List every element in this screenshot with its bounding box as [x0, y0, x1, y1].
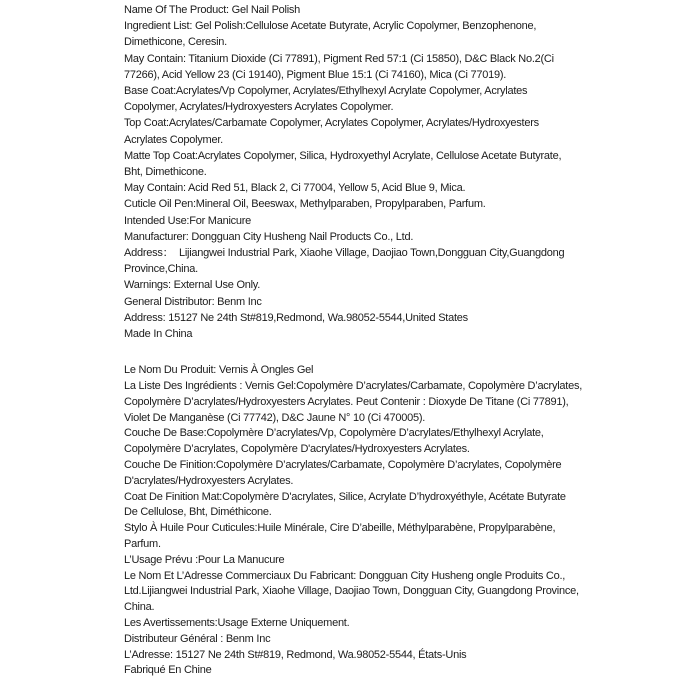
label-text-line: Acrylates Copolymer.	[124, 133, 223, 146]
label-text-line: Manufacturer: Dongguan City Husheng Nail Products Co., Ltd.	[124, 230, 414, 243]
label-text-line: Le Nom Du Produit: Vernis À Ongles Gel	[124, 364, 314, 377]
label-text-line: Coat De Finition Mat:Copolymère D'acrylates, Silice, Acrylate D’hydroxyéthyle, Acétate Butyrate	[124, 490, 566, 503]
label-text-line: Intended Use:For Manicure	[124, 214, 252, 227]
label-text-line: De Cellulose, Bht, Diméthicone.	[124, 506, 272, 519]
label-text-line: Province,China.	[124, 263, 198, 276]
french-label-block	[124, 363, 664, 679]
label-text-line: Violet De Manganèse (Ci 77742), D&C Jaune N° 10 (Ci 470005).	[124, 411, 426, 424]
label-text-line: Address: 15127 Ne 24th St#819,Redmond, Wa.98052-5544,United States	[124, 311, 468, 324]
product-label-document	[124, 2, 664, 679]
label-text-line: Fabriqué En Chine	[124, 664, 212, 677]
label-text-line: Matte Top Coat:Acrylates Copolymer, Silica, Hydroxyethyl Acrylate, Cellulose Acetate Butyrate,	[124, 149, 562, 162]
label-text-line: Couche De Base:Copolymère D’acrylates/Vp, Copolymère D’acrylates/Ethylhexyl Acrylate,	[124, 427, 544, 440]
label-text-line: Ingredient List: Gel Polish:Cellulose Acetate Butyrate, Acrylic Copolymer, Benzophenone,	[124, 20, 537, 33]
label-text-line: 77266), Acid Yellow 23 (Ci 19140), Pigment Blue 15:1 (Ci 74160), Mica (Ci 77019).	[124, 68, 507, 81]
label-text-line: Distributeur Général : Benm Inc	[124, 632, 271, 645]
label-text-line: Copolymère D’acrylates/Hydroxyesters Acrylates. Peut Contenir : Dioxyde De Titane (Ci 77891),	[124, 395, 569, 408]
label-text-line: L’Adresse: 15127 Ne 24th St#819, Redmond, Wa.98052-5544, États-Unis	[124, 648, 467, 661]
label-text-line: Address： Lijiangwei Industrial Park, Xiaohe Village, Daojiao Town,Dongguan City,Guangdong	[124, 247, 565, 260]
label-text-line: May Contain: Titanium Dioxide (Ci 77891), Pigment Red 57:1 (Ci 15850), D&C Black No.2(Ci	[124, 52, 554, 65]
label-text-line: Dimethicone, Ceresin.	[124, 36, 227, 49]
label-text-line: Name Of The Product: Gel Nail Polish	[124, 4, 301, 16]
label-text-line: D'acrylates/Hydroxyesters Acrylates.	[124, 474, 294, 487]
label-text-line: Copolymer, Acrylates/Hydroxyesters Acrylates Copolymer.	[124, 101, 394, 114]
label-text-line: Top Coat:Acrylates/Carbamate Copolymer, Acrylates Copolymer, Acrylates/Hydroxyesters	[124, 117, 539, 130]
label-text-line: Bht, Dimethicone.	[124, 166, 207, 179]
english-label-block	[124, 2, 664, 342]
label-text-line: L’Usage Prévu :Pour La Manucure	[124, 553, 285, 566]
block-gap	[124, 342, 664, 363]
label-text-line: Couche De Finition:Copolymère D’acrylates/Carbamate, Copolymère D’acrylates, Copolymère	[124, 459, 562, 472]
label-text-line: Base Coat:Acrylates/Vp Copolymer, Acrylates/Ethylhexyl Acrylate Copolymer, Acrylates	[124, 85, 528, 98]
label-text-line: Le Nom Et L’Adresse Commerciaux Du Fabricant: Dongguan City Husheng ongle Produits Co.,	[124, 569, 566, 582]
label-text-line: Parfum.	[124, 538, 161, 551]
label-text-line: Warnings: External Use Only.	[124, 279, 261, 292]
label-text-line: Ltd.Lijiangwei Industrial Park, Xiaohe Village, Daojiao Town, Dongguan City, Guangdong Province,	[124, 585, 579, 598]
label-text-line: General Distributor: Benm Inc	[124, 295, 262, 308]
label-text-line: Copolymère D’acrylates, Copolymère D'acrylates/Hydroxyesters Acrylates.	[124, 443, 470, 456]
label-text-line: Stylo À Huile Pour Cuticules:Huile Minérale, Cire D’abeille, Méthylparabène, Propylparabène,	[124, 522, 556, 535]
label-text-line: Les Avertissements:Usage Externe Uniquement.	[124, 617, 350, 630]
label-text-line: Cuticle Oil Pen:Mineral Oil, Beeswax, Methylparaben, Propylparaben, Parfum.	[124, 198, 486, 211]
label-text-line: La Liste Des Ingrédients : Vernis Gel:Copolymère D’acrylates/Carbamate, Copolymère D’acrylates,	[124, 380, 583, 393]
label-text-line: May Contain: Acid Red 51, Black 2, Ci 77004, Yellow 5, Acid Blue 9, Mica.	[124, 182, 466, 195]
label-text-line: Made In China	[124, 328, 193, 341]
label-text-line: China.	[124, 601, 155, 614]
